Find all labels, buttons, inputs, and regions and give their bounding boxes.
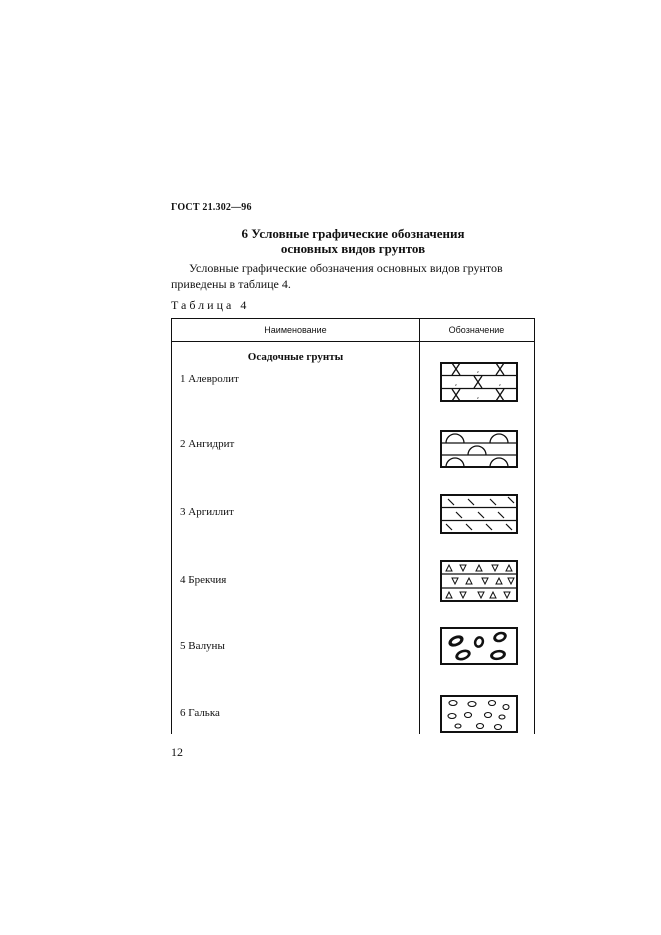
intro-line-1: Условные графические обозначения основных видов грунтов: [189, 261, 503, 275]
argillite-hatch-icon: [440, 494, 518, 534]
table-caption: Таблица 4: [171, 298, 250, 312]
intro-line-2: приведены в таблице 4.: [171, 277, 291, 291]
anhydrite-hatch-icon: [440, 430, 518, 468]
symbols-table: [171, 318, 535, 734]
column-header-name: Наименование: [264, 325, 327, 335]
row-label-aleurolite: 1 Алевролит: [180, 373, 239, 385]
svg-text:,: ,: [498, 379, 502, 387]
svg-text:,: ,: [476, 392, 480, 400]
row-label-boulders: 5 Валуны: [180, 640, 225, 652]
document-header: ГОСТ 21.302—96: [171, 202, 252, 213]
row-label-argillite: 3 Аргиллит: [180, 506, 234, 518]
table-header: [172, 319, 534, 342]
section-title-line-1: 6 Условные графические обозначения: [241, 226, 465, 241]
aleurolite-hatch-icon: [440, 362, 518, 402]
column-divider: [419, 319, 420, 734]
pebbles-hatch-icon: [440, 695, 518, 733]
row-label-anhydrite: 2 Ангидрит: [180, 438, 235, 450]
page-number: 12: [171, 745, 183, 759]
svg-text:,: ,: [454, 379, 458, 387]
column-header-symbol: Обозначение: [448, 325, 505, 335]
intro-paragraph: [171, 260, 535, 292]
svg-text:,: ,: [476, 366, 480, 374]
row-label-pebbles: 6 Галька: [180, 707, 220, 719]
row-label-breccia: 4 Брекчия: [180, 574, 227, 586]
boulders-hatch-icon: [440, 627, 518, 665]
section-title-line-2: основных видов грунтов: [280, 241, 426, 256]
section-title: [171, 226, 535, 256]
breccia-hatch-icon: [440, 560, 518, 602]
group-title: Осадочные грунты: [247, 351, 344, 363]
